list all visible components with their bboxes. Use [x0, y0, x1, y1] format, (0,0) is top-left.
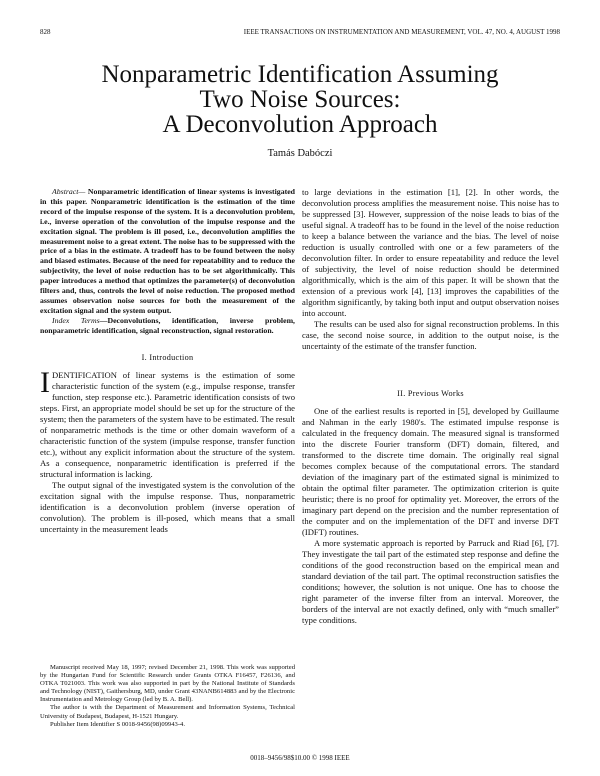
journal-header: IEEE TRANSACTIONS ON INSTRUMENTATION AND MEASUREMENT, VOL. 47, NO. 4, AUGUST 1998 — [243, 28, 560, 36]
footnote-author: The author is with the Department of Measurement and Information Systems, Technical University of Budapest, Budapest, H-1521 Hungary. — [40, 704, 295, 720]
right-column — [302, 187, 559, 626]
intro-p1-text: DENTIFICATION of linear systems is the estimation of some characteristic function of the system (e.g., impulse response, transfer function, step response etc.). Parametric identification consists of two steps. First, an appropriate model should be set up for the structure of the system; then the parameters of the system have to be estimated. The result of nonparametric methods is the time or other domain waveform of a characteristic function of the system (impulse response, transfer function etc.), without any explicit information about the structure of the system. As a consequence, nonparametric identification is preferred if the structural information is lacking. — [40, 369, 295, 479]
index-terms-label: Index Terms — [52, 315, 100, 325]
abstract — [40, 187, 295, 316]
intro-paragraph-2: The output signal of the investigated system is the convolution of the excitation signal with the impulse response. Thus, nonparametric identification is a deconvolution problem (inverse operation of convolution). The problem is ill-posed, which means that a small uncertainty in the measurement leads — [40, 479, 295, 534]
footnotes — [40, 664, 295, 729]
copyright-footer: 0018–9456/98$10.00 © 1998 IEEE — [250, 754, 350, 762]
previous-works-paragraph-2: A more systematic approach is reported by Parruck and Riad [6], [7]. They investigate the tail part of the estimated step response and define the conditions of the good reconstruction based on the empirical mean and standard deviation of the tail part. The optimal reconstruction satisfies the conditions; however, the solution is not unique. One has to choose the right parameter of the inverse filter from an interval. Moreover, the borders of the interval are not exactly defined, only with “much smaller” type conditions. — [302, 538, 559, 625]
intro-continuation: to large deviations in the estimation [1], [2]. In other words, the deconvolution process amplifies the measurement noise. This noise has to be suppressed [3]. However, suppression of the noise leads to bias of the useful signal. A tradeoff has to be found in the level of the noise reduction to keep a balance between the variance and the bias. The level of noise reduction is usually controlled with one or a few parameters of the deconvolution filter. In order to ensure repeatability and reduce the level of subjectivity, the level of noise reduction should be determined algorithmically, which is the aim of this paper. It will be shown that the extension of a previous work [4], [13] improves the capabilities of the algorithm significantly, by taking both input and output observation noises into account. — [302, 187, 559, 318]
page-number: 828 — [40, 28, 51, 36]
drop-cap: I — [40, 365, 50, 399]
section-heading-previous-works: II. Previous Works — [397, 389, 464, 398]
index-terms — [40, 316, 295, 336]
footnote-publisher-id: Publisher Item Identifier S 0018-9456(98)09943-4. — [50, 720, 185, 728]
section-heading-introduction: I. Introduction — [141, 352, 194, 362]
title-line-1: Nonparametric Identification Assuming — [101, 61, 499, 88]
title-line-3: A Deconvolution Approach — [162, 111, 438, 138]
previous-works-paragraph-1: One of the earliest results is reported in [5], developed by Guillaume and Nahman in the early 1980's. The estimated impulse response is calculated in the frequency domain. The measured signal is transformed into the discrete Fourier transform (DFT) domain, filtered, and transformed to the discrete time domain. The originally real signal becomes complex because of the computational errors. The standard deviation of the imaginary part of the estimated signal is minimized to obtain the optimal filter parameter. The optimization criterion is quite heuristic; there is no proof for optimality yet. Moreover, the errors of the imaginary part depend on the precision and the number representation of the computer and on the implementation of the DFT and inverse DFT (IDFT) routines. — [302, 406, 559, 537]
intro-paragraph-1 — [40, 365, 295, 480]
author: Tamás Dabóczi — [267, 148, 333, 159]
abstract-text: Nonparametric identification of linear systems is investigated in this paper. Nonparametric identification is the estimation of the time record of the impulse response of the system. It is a deconvolution problem, i.e., inverse operation of the convolution of the impulse response and the excitation signal. The problem is ill posed, i.e., deconvolution amplifies the measurement noise to a great extent. The noise has to be suppressed with the price of a bias in the estimate. A tradeoff has to be found between the noisy and biased estimates. Because of the need for repeatability and to reduce the subjectivity, the level of noise reduction has to be set algorithmically. This paper introduces a method that optimizes the parameter(s) of deconvolution filters and, thus, controls the level of noise reduction. The proposed method assumes observation noise sources for both the measurement of the excitation signal and the system output. — [40, 187, 295, 315]
title-line-2: Two Noise Sources: — [199, 86, 401, 113]
index-terms-text: —Deconvolutions, identification, inverse problem, nonparametric identification, signal reconstruction, signal restoration. — [40, 315, 296, 335]
intro-paragraph-results: The results can be used also for signal reconstruction problems. In this case, the second noise source, in addition to the output noise, is the uncertainty of the estimate of the transfer function. — [302, 319, 559, 351]
abstract-label: Abstract— — [52, 187, 86, 196]
footnote-manuscript: Manuscript received May 18, 1997; revised December 21, 1998. This work was supported by the Hungarian Fund for Scientific Research under Grants OTKA F16457, F26136, and OTKA T021003. This work was also supported in part by the National Institute of Standards and Technology (NIST), Gaithersburg, MD, under Grant 43NANB614883 and by the Electronic Instrumentation and Metrology Group (led by B. A. Bell). — [40, 664, 295, 704]
left-column — [40, 187, 295, 535]
paper-title — [0, 62, 600, 137]
